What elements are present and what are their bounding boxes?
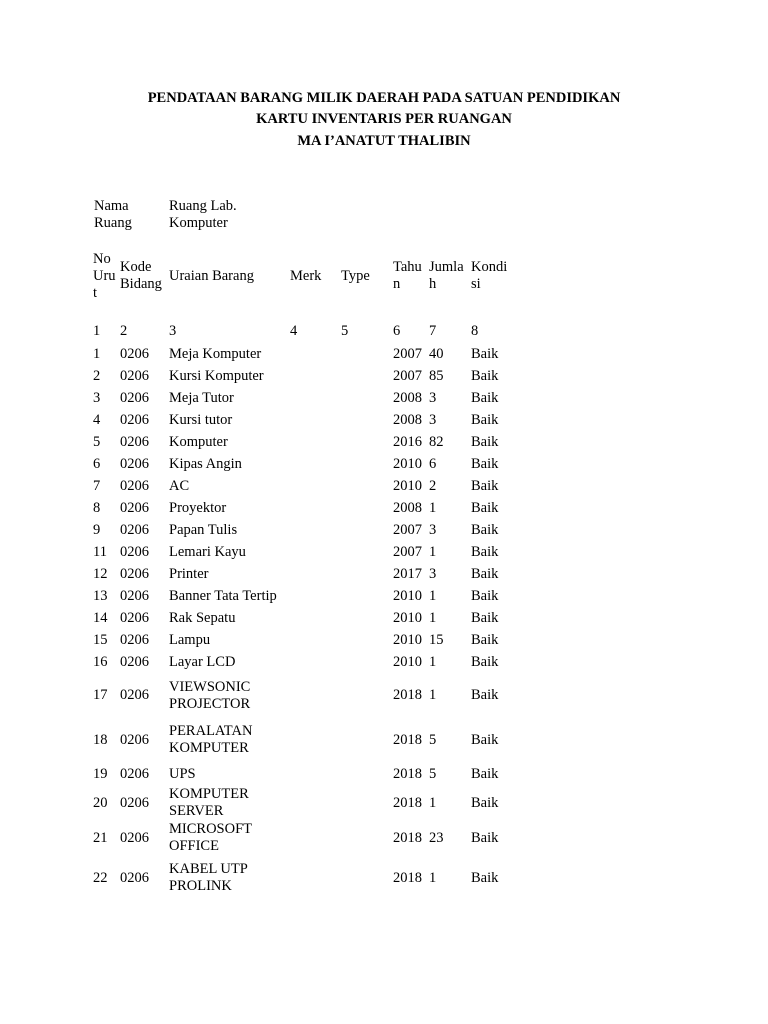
row-tahun-text: 2007 [393, 345, 422, 362]
row-jumlah-text: 23 [429, 829, 444, 846]
row-no-text: 8 [93, 499, 101, 516]
column-number: 2 [120, 323, 128, 339]
row-no [93, 673, 108, 718]
row-uraian-barang-text: Kursi Komputer [169, 367, 264, 384]
row-no-text: 19 [93, 765, 108, 782]
row-tahun [393, 387, 422, 409]
column-number: 8 [471, 323, 479, 339]
row-kode-bidang [120, 431, 149, 453]
row-no-text: 1 [93, 345, 101, 362]
row-kode-bidang [120, 365, 149, 387]
row-uraian-barang [169, 343, 261, 365]
row-kondisi-text: Baik [471, 687, 499, 703]
header-merk: Merk [290, 268, 322, 284]
row-kode-bidang [120, 651, 149, 673]
row-tahun-text: 2007 [393, 521, 422, 538]
row-tahun [393, 651, 422, 673]
row-jumlah-text: 1 [429, 653, 437, 670]
header-type: Type [341, 268, 370, 284]
row-kode-bidang [120, 762, 149, 786]
row-uraian-barang-text: Komputer [169, 433, 228, 450]
row-uraian-barang [169, 365, 264, 387]
row-kondisi [471, 651, 498, 673]
row-no [93, 409, 100, 431]
row-kode-bidang [120, 585, 149, 607]
row-uraian-barang-text: MICROSOFT [169, 821, 252, 837]
row-kode-bidang [120, 497, 149, 519]
row-kondisi [471, 673, 498, 718]
row-no-text: 3 [93, 389, 101, 406]
row-uraian-barang [169, 431, 228, 453]
header-kondisi: Kondi si [471, 259, 508, 292]
column-number: 7 [429, 323, 437, 339]
row-no [93, 387, 100, 409]
row-no-text: 21 [93, 829, 108, 846]
row-kondisi-text: Baik [471, 345, 499, 362]
row-kode-bidang [120, 718, 149, 762]
row-jumlah [429, 673, 436, 718]
row-tahun-text: 2010 [393, 653, 422, 670]
row-uraian-barang-text: Layar LCD [169, 653, 236, 670]
row-kode-bidang-text: 0206 [120, 521, 149, 538]
row-uraian-barang [169, 607, 235, 629]
row-no [93, 718, 108, 762]
room-label: Nama Ruang [94, 198, 132, 231]
row-no [93, 607, 108, 629]
row-uraian-barang-text: Lemari Kayu [169, 543, 246, 560]
row-uraian-barang [169, 629, 210, 651]
row-kondisi-text: Baik [471, 389, 499, 406]
row-tahun [393, 629, 422, 651]
row-uraian-barang [169, 541, 246, 563]
row-kondisi-text: Baik [471, 433, 499, 450]
row-no-text: 4 [93, 411, 101, 428]
row-kondisi [471, 786, 498, 820]
row-jumlah [429, 856, 436, 900]
row-jumlah-text: 1 [429, 587, 437, 604]
row-tahun-text: 2008 [393, 499, 422, 516]
row-tahun [393, 343, 422, 365]
row-no [93, 475, 100, 497]
row-kondisi [471, 343, 498, 365]
header-jumlah: Jumla h [429, 259, 464, 292]
row-no-text: 20 [93, 794, 108, 811]
row-jumlah [429, 343, 444, 365]
row-kondisi [471, 629, 498, 651]
row-kode-bidang-text: 0206 [120, 587, 149, 604]
row-uraian-barang-text: OFFICE [169, 838, 219, 854]
row-kondisi [471, 607, 498, 629]
row-jumlah [429, 607, 436, 629]
row-tahun [393, 475, 422, 497]
row-jumlah [429, 718, 436, 762]
row-jumlah-text: 82 [429, 433, 444, 450]
row-jumlah-text: 6 [429, 455, 437, 472]
row-uraian-barang [169, 475, 189, 497]
row-no [93, 856, 108, 900]
document-subtitle: KARTU INVENTARIS PER RUANGAN [256, 111, 512, 127]
row-tahun-text: 2018 [393, 829, 422, 846]
row-uraian-barang-text: UPS [169, 765, 196, 782]
row-jumlah-text: 1 [429, 687, 437, 703]
row-no-text: 7 [93, 477, 101, 494]
header-uraian-barang: Uraian Barang [169, 268, 254, 284]
document-title: PENDATAAN BARANG MILIK DAERAH PADA SATUAN PENDIDIKAN [147, 90, 621, 106]
row-no-text: 11 [93, 543, 107, 560]
row-uraian-barang-text: PROLINK [169, 878, 232, 894]
row-kode-bidang [120, 629, 149, 651]
row-jumlah-text: 1 [429, 499, 437, 516]
header-kode-bidang: Kode Bidang [120, 259, 162, 292]
row-kode-bidang [120, 475, 149, 497]
row-kondisi [471, 563, 498, 585]
row-tahun-text: 2010 [393, 609, 422, 626]
row-kondisi-text: Baik [471, 587, 499, 604]
row-no-text: 6 [93, 455, 101, 472]
row-kode-bidang [120, 453, 149, 475]
row-kode-bidang-text: 0206 [120, 631, 149, 648]
row-jumlah [429, 409, 436, 431]
row-jumlah-text: 1 [429, 609, 437, 626]
row-kondisi-text: Baik [471, 794, 499, 811]
row-kondisi-text: Baik [471, 731, 499, 748]
row-tahun-text: 2010 [393, 477, 422, 494]
row-kondisi-text: Baik [471, 829, 499, 846]
row-kondisi [471, 497, 498, 519]
row-kondisi [471, 541, 498, 563]
row-no-text: 9 [93, 521, 101, 538]
row-uraian-barang [169, 387, 234, 409]
row-jumlah-text: 3 [429, 565, 437, 582]
row-jumlah-text: 85 [429, 367, 444, 384]
row-jumlah [429, 497, 436, 519]
row-kode-bidang-text: 0206 [120, 687, 149, 703]
row-kode-bidang [120, 856, 149, 900]
row-uraian-barang [169, 497, 226, 519]
row-kondisi [471, 409, 498, 431]
row-tahun [393, 453, 422, 475]
row-uraian-barang [169, 673, 250, 718]
row-kode-bidang-text: 0206 [120, 499, 149, 516]
row-kondisi-text: Baik [471, 455, 499, 472]
row-kode-bidang-text: 0206 [120, 829, 149, 846]
row-kode-bidang-text: 0206 [120, 389, 149, 406]
row-no [93, 519, 100, 541]
row-uraian-barang-text: SERVER [169, 803, 224, 819]
row-uraian-barang-text: VIEWSONIC [169, 678, 251, 695]
row-kondisi-text: Baik [471, 411, 499, 428]
row-kondisi-text: Baik [471, 521, 499, 538]
row-no [93, 497, 100, 519]
row-jumlah [429, 453, 436, 475]
row-uraian-barang-text: Proyektor [169, 499, 227, 516]
row-tahun [393, 497, 422, 519]
row-jumlah [429, 519, 436, 541]
room-value: Ruang Lab. Komputer [169, 198, 237, 231]
row-tahun-text: 2010 [393, 455, 422, 472]
row-tahun-text: 2018 [393, 794, 422, 811]
row-kode-bidang-text: 0206 [120, 345, 149, 362]
row-kode-bidang-text: 0206 [120, 731, 149, 748]
row-no [93, 541, 107, 563]
row-tahun-text: 2018 [393, 731, 422, 748]
row-uraian-barang [169, 820, 252, 856]
row-uraian-barang-text: Kipas Angin [169, 455, 242, 472]
row-uraian-barang [169, 856, 248, 900]
row-no-text: 2 [93, 367, 101, 384]
row-tahun [393, 786, 422, 820]
row-tahun [393, 409, 422, 431]
row-tahun [393, 820, 422, 856]
row-jumlah [429, 475, 436, 497]
row-jumlah [429, 387, 436, 409]
row-no-text: 13 [93, 587, 108, 604]
row-uraian-barang-text: Rak Sepatu [169, 609, 236, 626]
row-kondisi-text: Baik [471, 765, 499, 782]
row-tahun-text: 2018 [393, 687, 422, 703]
row-uraian-barang [169, 762, 196, 786]
row-kode-bidang [120, 673, 149, 718]
row-jumlah [429, 786, 436, 820]
header-no: No Uru t [93, 251, 116, 301]
row-jumlah [429, 563, 436, 585]
row-kode-bidang-text: 0206 [120, 794, 149, 811]
row-kondisi [471, 387, 498, 409]
row-uraian-barang-text: KOMPUTER [169, 740, 249, 756]
row-kode-bidang-text: 0206 [120, 543, 149, 560]
row-no [93, 431, 100, 453]
row-kode-bidang-text: 0206 [120, 765, 149, 782]
row-kondisi [471, 856, 498, 900]
row-kode-bidang [120, 387, 149, 409]
row-uraian-barang [169, 563, 208, 585]
row-jumlah-text: 2 [429, 477, 437, 494]
row-kode-bidang [120, 607, 149, 629]
row-no [93, 651, 108, 673]
row-no [93, 820, 108, 856]
row-kode-bidang-text: 0206 [120, 609, 149, 626]
row-jumlah-text: 3 [429, 389, 437, 406]
row-kondisi [471, 585, 498, 607]
row-kondisi [471, 475, 498, 497]
row-tahun [393, 673, 422, 718]
row-kode-bidang [120, 541, 149, 563]
row-kondisi-text: Baik [471, 609, 499, 626]
row-no [93, 629, 108, 651]
row-jumlah [429, 820, 444, 856]
row-kondisi-text: Baik [471, 631, 499, 648]
row-no-text: 16 [93, 653, 108, 670]
row-no [93, 585, 108, 607]
row-jumlah [429, 365, 444, 387]
row-jumlah [429, 762, 436, 786]
row-kondisi-text: Baik [471, 367, 499, 384]
row-jumlah-text: 5 [429, 731, 437, 748]
row-kode-bidang-text: 0206 [120, 565, 149, 582]
row-tahun-text: 2007 [393, 543, 422, 560]
row-jumlah-text: 3 [429, 411, 437, 428]
row-tahun [393, 856, 422, 900]
column-number: 3 [169, 323, 177, 339]
row-tahun [393, 519, 422, 541]
row-kondisi [471, 365, 498, 387]
row-no-text: 17 [93, 687, 108, 703]
row-tahun [393, 585, 422, 607]
row-kondisi [471, 718, 498, 762]
row-no-text: 5 [93, 433, 101, 450]
row-no [93, 762, 108, 786]
row-uraian-barang-text: Papan Tulis [169, 521, 238, 538]
row-jumlah [429, 541, 436, 563]
row-no [93, 786, 108, 820]
row-uraian-barang [169, 409, 232, 431]
header-tahun: Tahu n [393, 259, 422, 292]
column-number: 1 [93, 323, 101, 339]
row-no [93, 563, 108, 585]
row-tahun-text: 2010 [393, 631, 422, 648]
row-kode-bidang-text: 0206 [120, 433, 149, 450]
row-tahun-text: 2018 [393, 869, 422, 886]
row-jumlah-text: 1 [429, 794, 437, 811]
row-tahun-text: 2008 [393, 411, 422, 428]
row-uraian-barang [169, 718, 252, 762]
row-kondisi-text: Baik [471, 653, 499, 670]
row-tahun [393, 718, 422, 762]
row-kode-bidang-text: 0206 [120, 367, 149, 384]
row-kondisi-text: Baik [471, 477, 499, 494]
row-kondisi [471, 762, 498, 786]
row-tahun [393, 541, 422, 563]
row-jumlah-text: 3 [429, 521, 437, 538]
row-jumlah [429, 431, 444, 453]
row-tahun-text: 2016 [393, 433, 422, 450]
row-tahun-text: 2017 [393, 565, 422, 582]
row-kode-bidang-text: 0206 [120, 869, 149, 886]
row-uraian-barang [169, 453, 242, 475]
row-tahun-text: 2007 [393, 367, 422, 384]
row-no-text: 12 [93, 565, 108, 582]
row-no [93, 343, 100, 365]
row-tahun [393, 365, 422, 387]
row-tahun-text: 2010 [393, 587, 422, 604]
row-uraian-barang [169, 585, 277, 607]
row-tahun [393, 431, 422, 453]
row-kondisi [471, 431, 498, 453]
row-uraian-barang [169, 651, 235, 673]
row-kondisi-text: Baik [471, 543, 499, 560]
school-name: MA I’ANATUT THALIBIN [297, 133, 471, 149]
row-no-text: 22 [93, 869, 108, 886]
row-uraian-barang-text: AC [169, 477, 190, 494]
row-uraian-barang-text: Meja Tutor [169, 389, 234, 406]
row-jumlah [429, 651, 436, 673]
row-kode-bidang [120, 786, 149, 820]
row-jumlah-text: 40 [429, 345, 444, 362]
row-uraian-barang-text: Meja Komputer [169, 345, 262, 362]
row-jumlah-text: 15 [429, 631, 444, 648]
row-uraian-barang [169, 786, 249, 820]
column-number: 5 [341, 323, 349, 339]
row-tahun [393, 563, 422, 585]
row-kode-bidang [120, 409, 149, 431]
row-kode-bidang-text: 0206 [120, 411, 149, 428]
row-uraian-barang-text: PERALATAN [169, 723, 253, 739]
row-tahun [393, 762, 422, 786]
row-no [93, 453, 100, 475]
row-uraian-barang-text: Kursi tutor [169, 411, 233, 428]
column-number: 6 [393, 323, 401, 339]
row-kode-bidang [120, 343, 149, 365]
row-no-text: 15 [93, 631, 108, 648]
row-uraian-barang-text: KOMPUTER [169, 786, 249, 802]
row-uraian-barang [169, 519, 237, 541]
row-kondisi [471, 519, 498, 541]
row-tahun [393, 607, 422, 629]
row-kode-bidang-text: 0206 [120, 477, 149, 494]
row-no-text: 18 [93, 731, 108, 748]
row-jumlah [429, 585, 436, 607]
row-kode-bidang-text: 0206 [120, 455, 149, 472]
row-uraian-barang-text: PROJECTOR [169, 695, 251, 712]
row-kondisi [471, 453, 498, 475]
row-kondisi-text: Baik [471, 499, 499, 516]
row-kondisi [471, 820, 498, 856]
row-jumlah [429, 629, 444, 651]
row-no [93, 365, 100, 387]
row-tahun-text: 2018 [393, 765, 422, 782]
row-uraian-barang-text: KABEL UTP [169, 861, 248, 877]
row-kondisi-text: Baik [471, 869, 499, 886]
row-kode-bidang [120, 519, 149, 541]
row-jumlah-text: 1 [429, 543, 437, 560]
row-kode-bidang [120, 820, 149, 856]
column-number: 4 [290, 323, 298, 339]
row-jumlah-text: 5 [429, 765, 437, 782]
row-uraian-barang-text: Lampu [169, 631, 211, 648]
row-kondisi-text: Baik [471, 565, 499, 582]
row-uraian-barang-text: Banner Tata Tertip [169, 587, 277, 604]
row-tahun-text: 2008 [393, 389, 422, 406]
row-kode-bidang [120, 563, 149, 585]
row-uraian-barang-text: Printer [169, 565, 209, 582]
row-no-text: 14 [93, 609, 108, 626]
row-jumlah-text: 1 [429, 869, 437, 886]
row-kode-bidang-text: 0206 [120, 653, 149, 670]
